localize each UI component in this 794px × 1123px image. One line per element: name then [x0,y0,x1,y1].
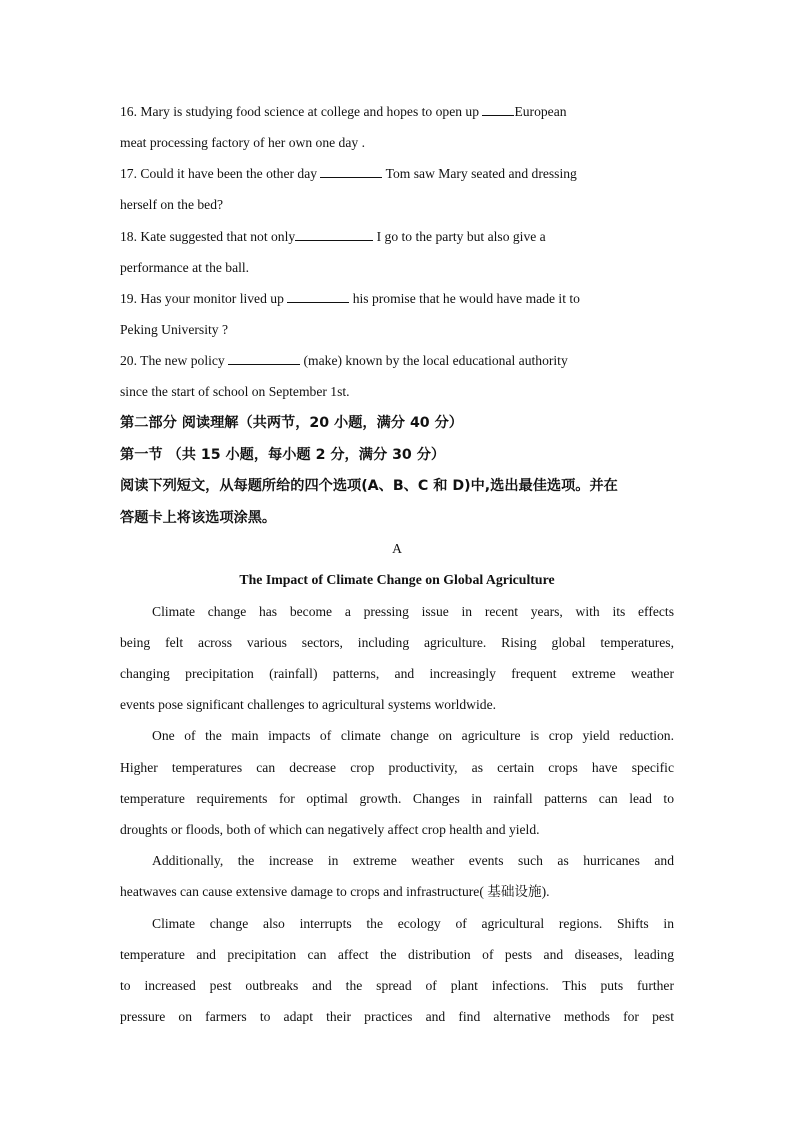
question-18-line-2: performance at the ball. [120,260,250,275]
question-20-line-1 [120,350,674,372]
passage-line: temperature and precipitation can affect the distribution of pests and diseases, leading [120,947,674,962]
passage-label: A [392,541,402,556]
passage-line: heatwaves can cause extensive damage to crops and infrastructure( 基础设施). [120,884,550,899]
q17-text-b: Tom saw Mary seated and dressing [385,166,577,181]
q20-text-b: (make) known by the local educational authority [303,353,568,368]
question-19-line-2: Peking University ? [120,322,228,337]
q17-blank [320,164,382,178]
passage-title: The Impact of Climate Change on Global Agriculture [239,572,555,587]
instruction-line-1: 阅读下列短文，从每题所给的四个选项(A、B、C 和 D)中,选出最佳选项。并在 [120,478,618,494]
q18-text-a: 18. Kate suggested that not only [120,229,296,244]
question-16-line-1 [120,101,674,123]
q20-blank [228,351,300,365]
question-17-line-1 [120,163,674,185]
question-16-line-2: meat processing factory of her own one day . [120,135,365,150]
passage-line: to increased pest outbreaks and the spread of plant infections. This puts further [120,978,674,993]
q16-blank [482,102,514,116]
q19-blank [287,289,349,303]
passage-line: droughts or floods, both of which can negatively affect crop health and yield. [120,822,540,837]
passage-line: One of the main impacts of climate change on agriculture is crop yield reduction. [152,728,674,743]
section1-heading: 第一节 （共 15 小题，每小题 2 分，满分 30 分） [120,447,446,463]
question-18-line-1 [120,226,674,248]
passage-line: events pose significant challenges to agricultural systems worldwide. [120,697,496,712]
q17-text-a: 17. Could it have been the other day [120,166,318,181]
instruction-line-2: 答题卡上将该选项涂黑。 [120,510,277,526]
passage-line: Climate change also interrupts the ecology of agricultural regions. Shifts in [152,916,674,931]
passage-line: Climate change has become a pressing issue in recent years, with its effects [152,604,674,619]
passage-line: temperature requirements for optimal growth. Changes in rainfall patterns can lead to [120,791,674,806]
q18-text-b: I go to the party but also give a [376,229,546,244]
passage-line: being felt across various sectors, including agriculture. Rising global temperatures, [120,635,674,650]
q19-text-b: his promise that he would have made it to [352,291,580,306]
q18-blank [295,227,373,241]
passage-line: Additionally, the increase in extreme weather events such as hurricanes and [152,853,674,868]
question-17-line-2: herself on the bed? [120,197,224,212]
q16-text-a: 16. Mary is studying food science at college and hopes to open up [120,104,480,119]
passage-line: changing precipitation (rainfall) patterns, and increasingly frequent extreme weather [120,666,674,681]
question-19-line-1 [120,288,674,310]
question-20-line-2: since the start of school on September 1st. [120,384,350,399]
q20-text-a: 20. The new policy [120,353,225,368]
q19-text-a: 19. Has your monitor lived up [120,291,284,306]
q16-text-b: European [514,104,567,119]
passage-line: Higher temperatures can decrease crop productivity, as certain crops have specific [120,760,674,775]
part2-heading: 第二部分 阅读理解（共两节，20 小题，满分 40 分） [120,415,463,431]
passage-line: pressure on farmers to adapt their practices and find alternative methods for pest [120,1009,674,1024]
